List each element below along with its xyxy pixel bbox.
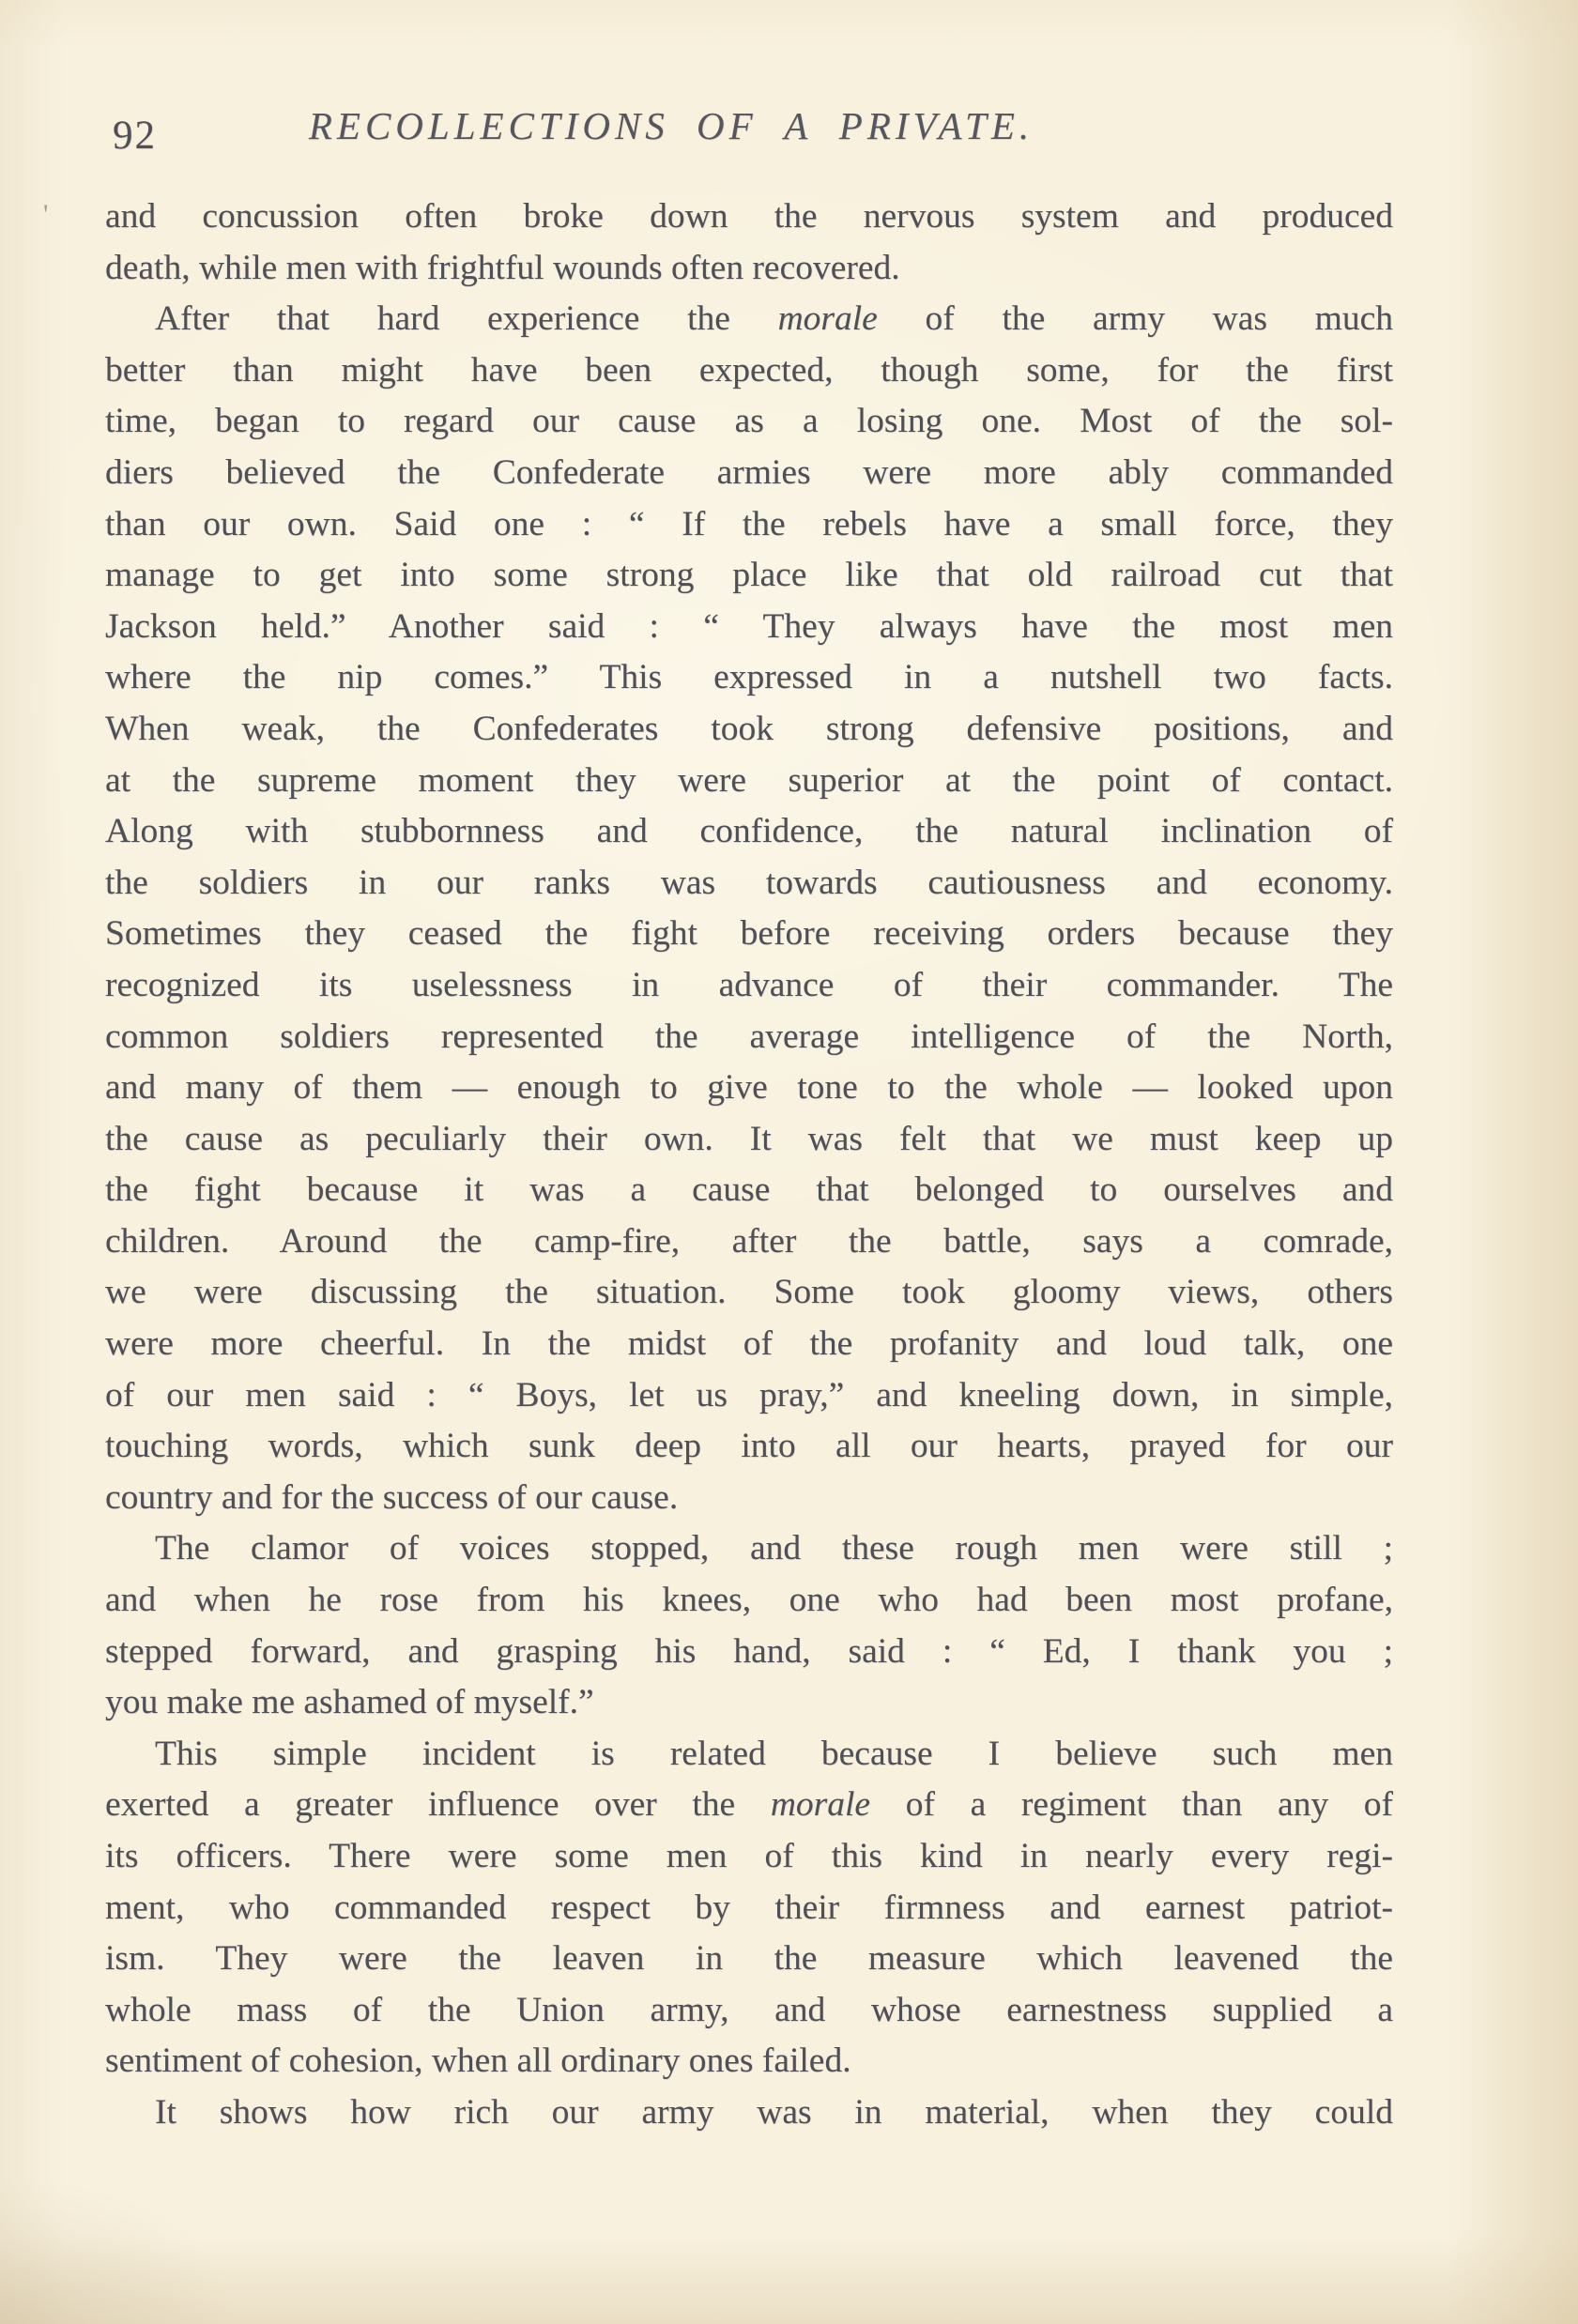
text-line: When weak, the Confederates took strong defensive positions, and bbox=[105, 709, 1393, 748]
text-line: better than might have been expected, though some, for the first bbox=[105, 350, 1393, 390]
text-line: we were discussing the situation. Some took gloomy views, others bbox=[105, 1273, 1393, 1312]
text-line: Along with stubbornness and confidence, the natural inclination of bbox=[105, 812, 1393, 851]
text-line: children. Around the camp-fire, after the battle, says a comrade, bbox=[105, 1221, 1393, 1261]
text-line: were more cheerful. In the midst of the profanity and loud talk, one bbox=[105, 1324, 1393, 1364]
text-line: country and for the success of our cause. bbox=[105, 1477, 679, 1517]
text-line: recognized its uselessness in advance of their commander. The bbox=[105, 965, 1393, 1004]
running-head: RECOLLECTIONS OF A PRIVATE. bbox=[308, 104, 1034, 147]
text-line: its officers. There were some men of this kind in nearly every regi- bbox=[105, 1837, 1393, 1875]
text-line: touching words, which sunk deep into all our hearts, prayed for our bbox=[105, 1427, 1393, 1466]
text-line: time, began to regard our cause as a losing one. Most of the sol- bbox=[105, 402, 1393, 441]
text-line: of our men said : “ Boys, let us pray,” and kneeling down, in simple, bbox=[105, 1375, 1393, 1414]
text-line: diers believed the Confederate armies were more ably commanded bbox=[105, 452, 1393, 492]
text-line: The clamor of voices stopped, and these rough men were still ; bbox=[155, 1529, 1393, 1568]
text-line: sentiment of cohesion, when all ordinary ones failed. bbox=[105, 2041, 851, 2081]
stray-mark: ' bbox=[43, 199, 49, 230]
text-line: where the nip comes.” This expressed in a nutshell two facts. bbox=[105, 658, 1393, 697]
body-text bbox=[105, 191, 1393, 2139]
text-line: at the supreme moment they were superior at the point of contact. bbox=[105, 760, 1393, 800]
text-line: manage to get into some strong place like that old railroad cut that bbox=[105, 556, 1393, 595]
text-line: After that hard experience the morale of the army was much bbox=[155, 299, 1393, 339]
text-line: This simple incident is related because I believe such men bbox=[155, 1734, 1393, 1773]
text-line: Jackson held.” Another said : “ They always have the most men bbox=[105, 606, 1393, 646]
text-line: common soldiers represented the average intelligence of the North, bbox=[105, 1017, 1393, 1056]
text-line: Sometimes they ceased the fight before receiving orders because they bbox=[105, 914, 1393, 954]
text-line: exerted a greater influence over the morale of a regiment than any of bbox=[105, 1785, 1393, 1825]
text-line: and concussion often broke down the nervous system and produced bbox=[105, 197, 1393, 236]
text-line: the cause as peculiarly their own. It was felt that we must keep up bbox=[105, 1119, 1393, 1158]
text-line: than our own. Said one : “ If the rebels have a small force, they bbox=[105, 504, 1393, 543]
text-line: and many of them — enough to give tone to the whole — looked upon bbox=[105, 1068, 1393, 1108]
text-line: and when he rose from his knees, one who had been most profane, bbox=[105, 1581, 1393, 1620]
text-line: ism. They were the leaven in the measure which leavened the bbox=[105, 1939, 1393, 1979]
text-line: you make me ashamed of myself.” bbox=[105, 1683, 594, 1722]
text-line: ment, who commanded respect by their firmness and earnest patriot- bbox=[105, 1888, 1393, 1927]
text-line: whole mass of the Union army, and whose earnestness supplied a bbox=[105, 1990, 1393, 2029]
text-line: It shows how rich our army was in material, when they could bbox=[155, 2092, 1393, 2132]
text-line: the fight because it was a cause that belonged to ourselves and bbox=[105, 1170, 1393, 1210]
text-line: stepped forward, and grasping his hand, said : “ Ed, I thank you ; bbox=[105, 1631, 1393, 1671]
page-number: 92 bbox=[113, 114, 157, 158]
text-line: death, while men with frightful wounds often recovered. bbox=[105, 248, 900, 287]
text-line: the soldiers in our ranks was towards cautiousness and economy. bbox=[105, 863, 1393, 902]
